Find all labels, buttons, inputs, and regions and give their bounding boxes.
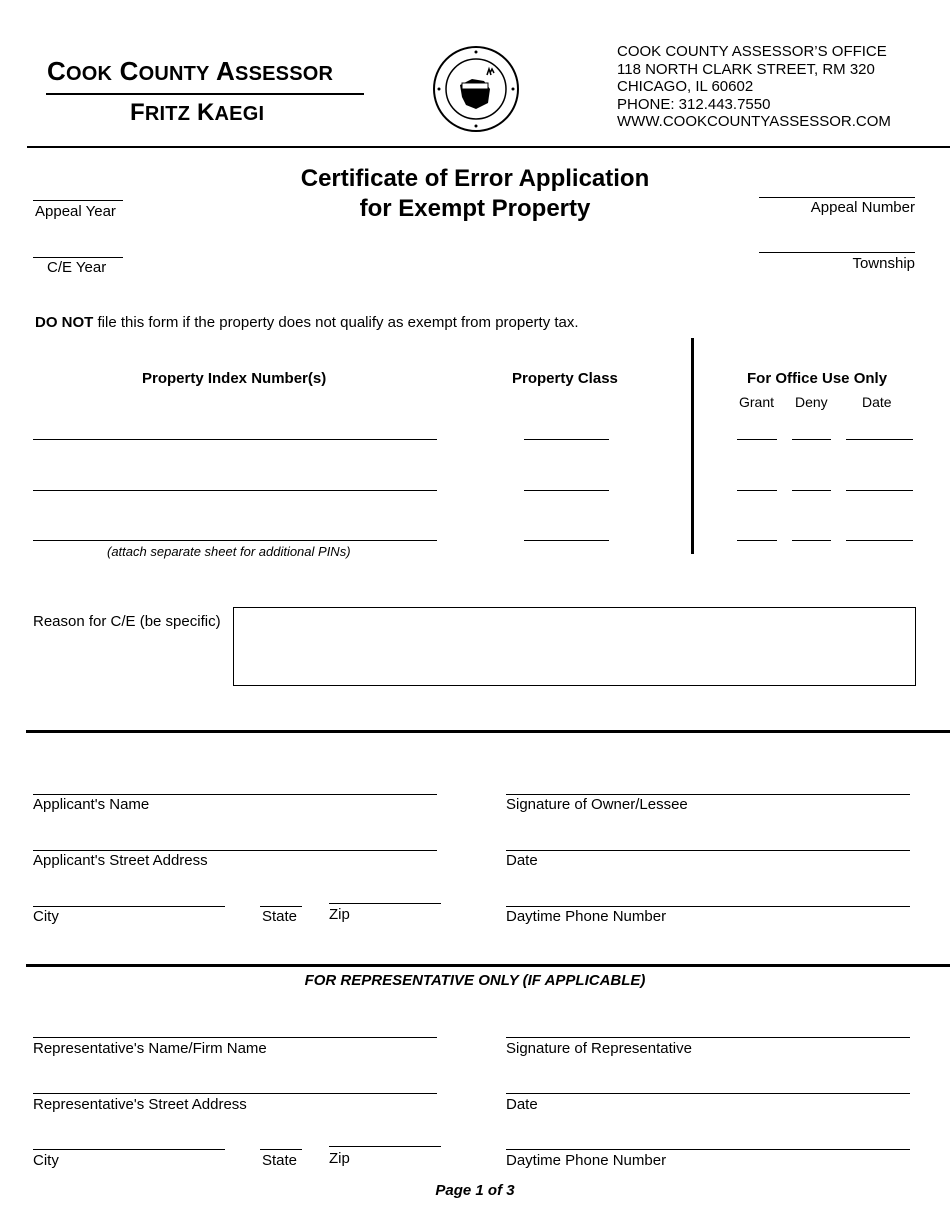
pin-field[interactable] — [33, 419, 437, 440]
org-name — [47, 56, 333, 87]
exempt-notice-text: file this form if the property does not qualify as exempt from property tax. — [97, 314, 579, 331]
assessor-name — [130, 99, 264, 127]
org-name-word-2: COUNTY — [119, 56, 210, 86]
applicant-name-label: Applicant's Name — [33, 796, 150, 813]
address-line-phone: PHONE: 312.443.7550 — [617, 95, 771, 113]
property-class-field[interactable] — [524, 520, 609, 541]
representative-state-label: State — [262, 1152, 298, 1169]
representative-section-title: FOR REPRESENTATIVE ONLY (IF APPLICABLE) — [304, 972, 646, 989]
applicant-state-label: State — [262, 908, 298, 925]
deny-field[interactable] — [792, 419, 831, 440]
section-divider — [26, 730, 950, 733]
representative-city-field[interactable] — [33, 1129, 225, 1150]
appeal-year-field[interactable] — [33, 180, 123, 201]
reason-textarea[interactable] — [233, 607, 916, 686]
representative-street-field[interactable] — [33, 1073, 437, 1094]
owner-signature-label: Signature of Owner/Lessee — [506, 796, 688, 813]
representative-name-field[interactable] — [33, 1017, 437, 1038]
exempt-notice-emphasis: DO NOT — [35, 314, 94, 331]
applicant-name-field[interactable] — [33, 774, 437, 795]
applicant-zip-field[interactable] — [329, 883, 441, 904]
appeal-year-label: Appeal Year — [35, 203, 116, 220]
property-class-field[interactable] — [524, 470, 609, 491]
address-line-website: WWW.COOKCOUNTYASSESSOR.COM — [617, 113, 891, 130]
cook-county-seal-icon — [432, 45, 520, 133]
org-name-underline — [46, 93, 364, 95]
representative-date-field[interactable] — [506, 1073, 910, 1094]
office-address-block — [617, 43, 891, 131]
representative-signature-field[interactable] — [506, 1017, 910, 1038]
township-label: Township — [852, 255, 915, 272]
ce-year-label: C/E Year — [47, 259, 107, 276]
representative-date-label: Date — [506, 1096, 538, 1113]
township-field[interactable] — [759, 232, 915, 253]
page-number: Page 1 of 3 — [435, 1182, 515, 1199]
ce-year-field[interactable] — [33, 237, 123, 258]
address-line-city: CHICAGO, IL 60602 — [617, 78, 754, 95]
assessor-first-name: FRITZ — [130, 99, 191, 126]
grant-column-label: Grant — [739, 394, 775, 410]
property-class-column-header: Property Class — [512, 370, 618, 387]
applicant-street-label: Applicant's Street Address — [33, 852, 208, 869]
pin-field[interactable] — [33, 520, 437, 541]
org-name-word-3: ASSESSOR — [216, 56, 334, 86]
applicant-state-field[interactable] — [260, 886, 302, 907]
applicant-phone-field[interactable] — [506, 886, 910, 907]
office-date-field[interactable] — [846, 419, 913, 440]
grant-field[interactable] — [737, 470, 777, 491]
address-line-street: 118 NORTH CLARK STREET, RM 320 — [617, 60, 875, 78]
attach-pins-note: (attach separate sheet for additional PINs) — [107, 544, 351, 559]
form-title-line-2: for Exempt Property — [359, 195, 591, 222]
representative-city-label: City — [33, 1152, 59, 1169]
applicant-date-field[interactable] — [506, 830, 910, 851]
appeal-number-label: Appeal Number — [810, 199, 915, 216]
representative-phone-field[interactable] — [506, 1129, 910, 1150]
assessor-last-name: KAEGI — [196, 99, 265, 126]
deny-field[interactable] — [792, 470, 831, 491]
exempt-notice — [35, 314, 579, 331]
pin-column-header: Property Index Number(s) — [142, 370, 327, 387]
representative-zip-label: Zip — [329, 1150, 350, 1167]
office-date-field[interactable] — [846, 470, 913, 491]
representative-zip-field[interactable] — [329, 1126, 441, 1147]
address-line-office: COOK COUNTY ASSESSOR’S OFFICE — [617, 43, 887, 60]
applicant-zip-label: Zip — [329, 906, 350, 923]
appeal-number-field[interactable] — [759, 177, 915, 198]
form-title-line-1: Certificate of Error Application — [300, 165, 650, 192]
grant-field[interactable] — [737, 520, 777, 541]
date-column-label: Date — [862, 394, 892, 410]
grant-field[interactable] — [737, 419, 777, 440]
applicant-city-label: City — [33, 908, 59, 925]
applicant-city-field[interactable] — [33, 886, 225, 907]
deny-column-label: Deny — [795, 394, 828, 410]
representative-signature-label: Signature of Representative — [506, 1040, 692, 1057]
representative-name-label: Representative's Name/Firm Name — [33, 1040, 267, 1057]
deny-field[interactable] — [792, 520, 831, 541]
header-divider — [27, 146, 950, 148]
applicant-street-field[interactable] — [33, 830, 437, 851]
property-class-field[interactable] — [524, 419, 609, 440]
org-name-word-1: COOK — [47, 56, 113, 86]
representative-phone-label: Daytime Phone Number — [506, 1152, 667, 1169]
representative-state-field[interactable] — [260, 1129, 302, 1150]
representative-divider — [26, 964, 950, 967]
owner-signature-field[interactable] — [506, 774, 910, 795]
office-use-divider — [691, 338, 694, 554]
pin-field[interactable] — [33, 470, 437, 491]
office-date-field[interactable] — [846, 520, 913, 541]
reason-label: Reason for C/E (be specific) — [33, 613, 221, 630]
office-use-column-header: For Office Use Only — [747, 370, 888, 387]
representative-street-label: Representative's Street Address — [33, 1096, 247, 1113]
applicant-date-label: Date — [506, 852, 538, 869]
applicant-phone-label: Daytime Phone Number — [506, 908, 667, 925]
form-title — [245, 164, 705, 224]
